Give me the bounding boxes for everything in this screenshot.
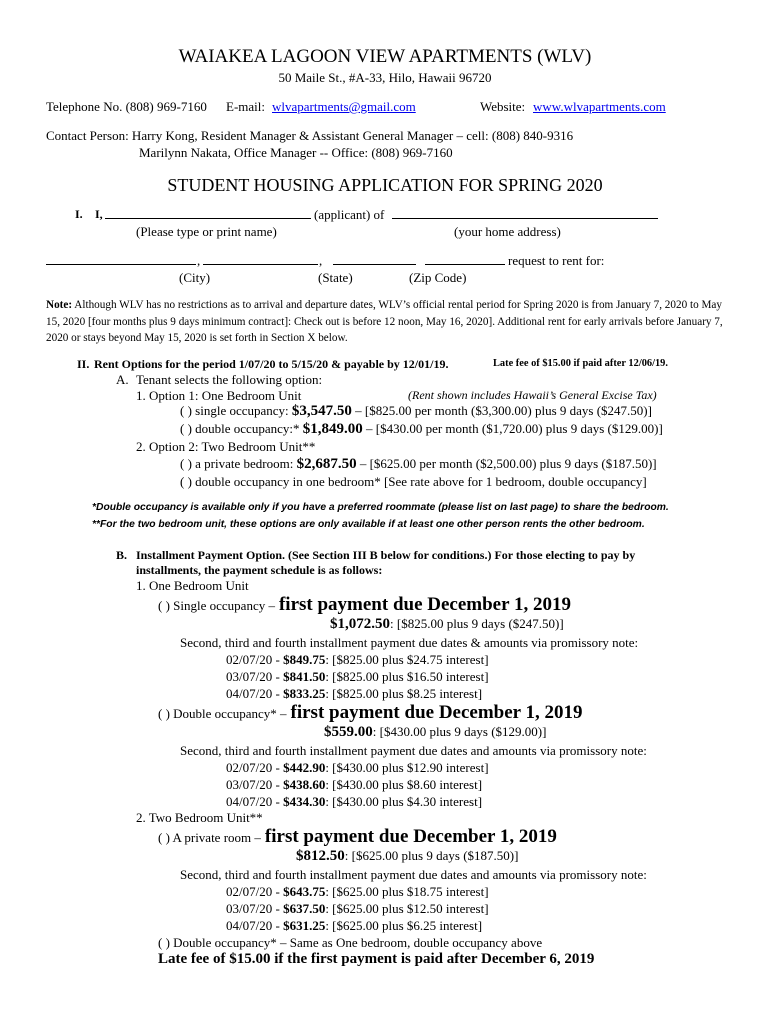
private-row-1-amount: $643.75 (283, 884, 326, 899)
single-first-due: first payment due December 1, 2019 (278, 594, 571, 615)
private-installment-label: ( ) A private room – (158, 830, 261, 845)
rent-private-detail: – [$625.00 per month ($2,500.00) plus 9 days ($187.50)] (359, 456, 657, 471)
double-row-2-detail: : [$430.00 plus $8.60 interest] (325, 777, 483, 792)
single-row-2 (226, 669, 489, 685)
double-row-3 (226, 794, 482, 810)
single-row-3-amount: $833.25 (283, 686, 326, 701)
double-row-2-date: 03/07/20 - (226, 777, 280, 792)
double-row-3-detail: : [$430.00 plus $4.30 interest] (325, 794, 483, 809)
rental-period-note (46, 297, 736, 347)
tax-note: (Rent shown includes Hawaii’s General Excise Tax) (408, 388, 657, 402)
rent-double-amount: $1,849.00 (302, 421, 363, 437)
single-row-2-amount: $841.50 (283, 669, 326, 684)
comma-1: , (197, 253, 201, 268)
double-installment-label: ( ) Double occupancy* – (158, 706, 287, 721)
private-installment-note: Second, third and fourth installment payment due dates and amounts via promissory note: (180, 867, 647, 882)
home-address-field[interactable] (392, 207, 658, 219)
footnote-double: *Double occupancy is available only if you have a preferred roommate (please list on last page) to share the bedroom. (92, 502, 669, 513)
email-label: E-mail: (226, 99, 265, 114)
double-row-1-amount: $442.90 (283, 760, 326, 775)
company-title: WAIAKEA LAGOON VIEW APARTMENTS (WLV) (178, 46, 592, 67)
double-row-2 (226, 777, 482, 793)
single-installment-note: Second, third and fourth installment payment due dates & amounts via promissory note: (180, 635, 639, 650)
note-text: Although WLV has no restrictions as to arrival and departure dates, WLV’s official rental period for Spring 2020 is from January 7, 2020 to May 15, 2020 [four months plus 9 days minimum contract]: Check out is before 12 noon, May 16, 2020]. Additional rent for early arrivals before January 7, 2020 or stays beyond May 15, 2020 is set forth in Section X below. (46, 299, 723, 344)
zip-hint: (Zip Code) (409, 270, 467, 285)
installment-label: B. (116, 548, 128, 562)
form-title: STUDENT HOUSING APPLICATION FOR SPRING 2020 (167, 175, 603, 195)
rent-double-detail: – [$430.00 per month ($1,720.00) plus 9 days ($129.00)] (365, 421, 663, 436)
single-first-amount: $1,072.50 (330, 616, 390, 632)
double-row-1 (226, 760, 489, 776)
single-installment-label: ( ) Single occupancy – (158, 598, 275, 613)
one-bedroom-label: 1. One Bedroom Unit (136, 578, 249, 593)
private-row-2 (226, 901, 489, 917)
installment-heading-1: Installment Payment Option. (See Section III B below for conditions.) For those electing to pay by (136, 548, 636, 562)
private-first-amount: $812.50 (296, 848, 345, 864)
company-address: 50 Maile St., #A-33, Hilo, Hawaii 96720 (278, 70, 492, 85)
rent-single-row[interactable] (180, 403, 652, 420)
double-first-due: first payment due December 1, 2019 (290, 702, 583, 723)
double-row-1-detail: : [$430.00 plus $12.90 interest] (325, 760, 489, 775)
private-row-3-amount: $631.25 (283, 918, 326, 933)
late-fee-notice: Late fee of $15.00 if the first payment is paid after December 6, 2019 (158, 951, 595, 967)
double-installment-note: Second, third and fourth installment payment due dates and amounts via promissory note: (180, 743, 647, 758)
double-row-3-amount: $434.30 (283, 794, 326, 809)
email-link[interactable]: wlvapartments@gmail.com (272, 99, 416, 114)
private-first-payment (296, 848, 518, 865)
single-row-2-detail: : [$825.00 plus $16.50 interest] (325, 669, 489, 684)
applicant-name-field[interactable] (105, 207, 311, 219)
private-row-3-detail: : [$625.00 plus $6.25 interest] (325, 918, 483, 933)
double-row-1-date: 02/07/20 - (226, 760, 280, 775)
private-row-2-amount: $637.50 (283, 901, 326, 916)
section-2a-label: A. (116, 372, 129, 387)
single-row-1 (226, 652, 489, 668)
double-occupancy-two-bed-row[interactable]: ( ) Double occupancy* – Same as One bedroom, double occupancy above (158, 935, 543, 950)
private-row-1-detail: : [$625.00 plus $18.75 interest] (325, 884, 489, 899)
private-row-3-date: 04/07/20 - (226, 918, 280, 933)
single-installment-row[interactable] (158, 594, 571, 616)
state-field[interactable] (203, 253, 318, 265)
rent-double-2-row[interactable]: ( ) double occupancy in one bedroom* [See rate above for 1 bedroom, double occupancy] (180, 474, 647, 489)
section-1-i: I, (95, 207, 103, 221)
rent-single-label: ( ) single occupancy: (180, 403, 289, 418)
rent-double-row[interactable] (180, 421, 663, 438)
section-2-heading: Rent Options for the period 1/07/20 to 5/15/20 & payable by 12/01/19. (94, 357, 449, 371)
double-first-amount: $559.00 (324, 724, 373, 740)
single-row-3-detail: : [$825.00 plus $8.25 interest] (325, 686, 483, 701)
rent-double-label: ( ) double occupancy:* (180, 421, 300, 436)
option-2-label: 2. Option 2: Two Bedroom Unit** (136, 439, 316, 454)
footnote-two-bedroom: **For the two bedroom unit, these options are only available if at least one other person rents the other bedroom. (92, 519, 645, 530)
section-2-number: II. (77, 357, 90, 371)
double-row-2-amount: $438.60 (283, 777, 326, 792)
rent-private-row[interactable] (180, 456, 657, 473)
request-label: request to rent for: (508, 253, 605, 268)
single-row-1-detail: : [$825.00 plus $24.75 interest] (325, 652, 489, 667)
single-row-1-date: 02/07/20 - (226, 652, 280, 667)
name-hint: (Please type or print name) (136, 224, 277, 239)
section-2a-text: Tenant selects the following option: (136, 372, 323, 387)
single-row-3 (226, 686, 482, 702)
rent-private-amount: $2,687.50 (296, 456, 357, 472)
zip-field-2[interactable] (425, 253, 505, 265)
private-row-1-date: 02/07/20 - (226, 884, 280, 899)
private-installment-row[interactable] (158, 826, 557, 848)
note-label: Note: (46, 299, 73, 311)
single-row-1-amount: $849.75 (283, 652, 326, 667)
section-2-late-fee: Late fee of $15.00 if paid after 12/06/19. (493, 358, 668, 369)
city-field[interactable] (46, 253, 196, 265)
city-hint: (City) (179, 270, 211, 285)
private-first-detail: : [$625.00 plus 9 days ($187.50)] (344, 848, 519, 863)
single-row-2-date: 03/07/20 - (226, 669, 280, 684)
private-row-2-date: 03/07/20 - (226, 901, 280, 916)
address-hint: (your home address) (454, 224, 561, 239)
rent-single-detail: – [$825.00 per month ($3,300.00) plus 9 days ($247.50)] (355, 403, 652, 418)
applicant-of-label: (applicant) of (314, 207, 385, 222)
section-1-number: I. (75, 207, 83, 221)
option-1-label: 1. Option 1: One Bedroom Unit (136, 388, 302, 403)
double-installment-row[interactable] (158, 702, 583, 724)
state-hint: (State) (318, 270, 353, 285)
private-row-3 (226, 918, 482, 934)
double-row-3-date: 04/07/20 - (226, 794, 280, 809)
zip-field[interactable] (333, 253, 416, 265)
contact-line-2: Marilynn Nakata, Office Manager -- Office: (808) 969-7160 (139, 145, 453, 160)
single-first-detail: : [$825.00 plus 9 days ($247.50)] (390, 616, 564, 631)
rent-private-label: ( ) a private bedroom: (180, 456, 294, 471)
website-label: Website: (480, 99, 526, 114)
comma-2: , (319, 253, 323, 268)
website-link[interactable]: www.wlvapartments.com (533, 99, 666, 114)
installment-heading-2: installments, the payment schedule is as follows: (136, 563, 383, 577)
single-first-payment (330, 616, 564, 633)
double-first-detail: : [$430.00 plus 9 days ($129.00)] (372, 724, 547, 739)
telephone: Telephone No. (808) 969-7160 (46, 99, 207, 114)
single-row-3-date: 04/07/20 - (226, 686, 280, 701)
private-first-due: first payment due December 1, 2019 (264, 826, 557, 847)
contact-line-1: Contact Person: Harry Kong, Resident Manager & Assistant General Manager – cell: (808) 840-9316 (46, 128, 574, 143)
two-bedroom-label: 2. Two Bedroom Unit** (136, 810, 263, 825)
rent-single-amount: $3,547.50 (291, 403, 352, 419)
private-row-1 (226, 884, 489, 900)
double-first-payment (324, 724, 546, 741)
private-row-2-detail: : [$625.00 plus $12.50 interest] (325, 901, 489, 916)
